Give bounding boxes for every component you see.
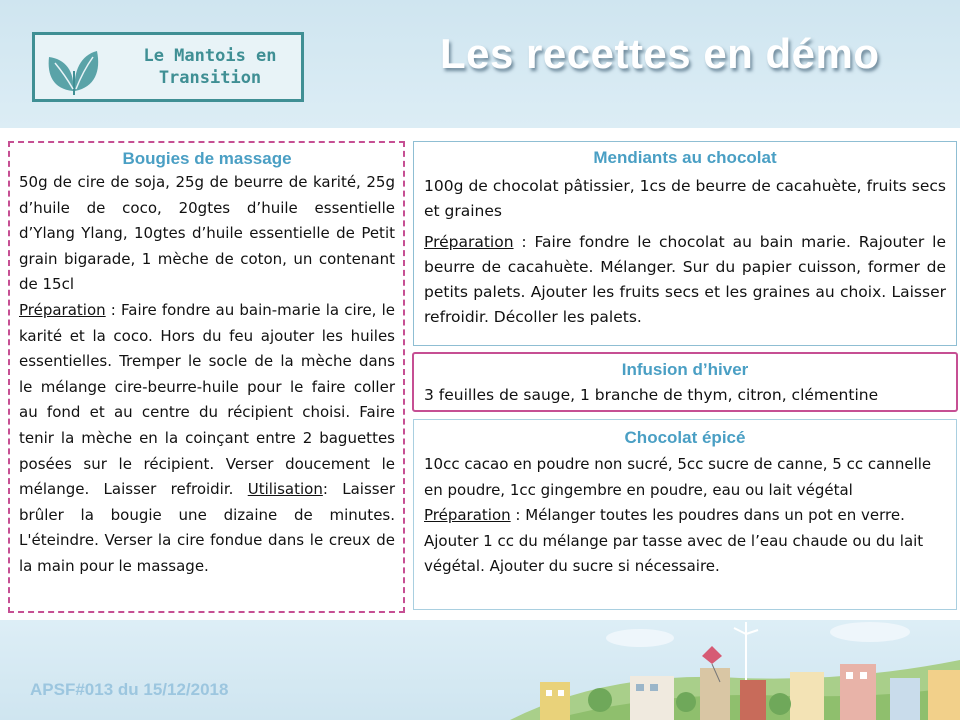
recipe-ingredients-mendiants: 100g de chocolat pâtissier, 1cs de beurre de cacahuète, fruits secs et graines [424,177,946,220]
recipe-ingredients-bougies: 50g de cire de soja, 25g de beurre de karité, 25g d’huile de coco, 20gtes d’huile essentielle d’Ylang Ylang, 10gtes d’huile essentielle de Petit grain bigarade, 1 mèche de coton, un contenant de 15cl [19,173,395,294]
recipe-preparation-mendiants [424,230,946,330]
recipe-title-bougies: Bougies de massage [122,149,292,168]
recipe-card-chocolat [413,419,957,610]
recipe-card-infusion [412,352,958,412]
logo-text [115,45,305,89]
recipe-card-bougies [8,141,405,613]
leaf-icon [43,41,107,97]
page-title: Les recettes en démo [440,30,880,77]
logo-line-2: Transition [158,68,262,88]
recipe-ingredients-chocolat: 10cc cacao en poudre non sucré, 5cc sucre de canne, 5 cc cannelle en poudre, 1cc gingembre en poudre, eau ou lait végétal [424,455,932,499]
recipe-preparation-bougies [19,298,395,580]
preparation-text: : Faire fondre au bain-marie la cire, le karité et la coco. Hors du feu ajouter les huiles essentielles. Tremper le socle de la mèche dans le mélange cire-beurre-huile pour le faire coller au fond et au centre du récipient choisi. Faire tenir la mèche en la coinçant entre 2 baguettes posées sur le récipient. Verser doucement le mélange. Laisser refroidir. [19,300,395,499]
recipe-title-chocolat: Chocolat épicé [624,428,746,447]
town-illustration [490,620,960,720]
preparation-text: : Mélanger toutes les poudres dans un pot en verre. Ajouter 1 cc du mélange par tasse avec de l’eau chaude ou du lait végétal. Ajouter du sucre si nécessaire. [424,506,924,575]
preparation-text: : Faire fondre le chocolat au bain marie. Rajouter le beurre de cacahuète. Mélanger. Sur du papier cuisson, former de petits palets. Ajouter les fruits secs et les graines au choix. Laisser refroidir. Décoller les palets. [424,233,946,326]
recipe-card-mendiants [413,141,957,346]
recipe-title-mendiants: Mendiants au chocolat [593,148,777,167]
logo [32,32,304,102]
logo-line-1: Le Mantois en [143,46,277,66]
preparation-label: Préparation [19,300,106,319]
recipe-title-infusion: Infusion d’hiver [621,360,749,379]
usage-text: : Laisser brûler la bougie une dizaine de minutes. L'éteindre. Verser la cire fondue dans le creux de la main pour le massage. [19,480,395,575]
recipe-ingredients-infusion: 3 feuilles de sauge, 1 branche de thym, citron, clémentine [424,386,879,404]
preparation-label: Préparation [424,506,511,524]
preparation-label: Préparation [424,233,514,251]
recipe-preparation-chocolat [424,503,946,580]
footer-reference: APSF#013 du 15/12/2018 [30,680,229,699]
usage-label: Utilisation [247,480,323,499]
